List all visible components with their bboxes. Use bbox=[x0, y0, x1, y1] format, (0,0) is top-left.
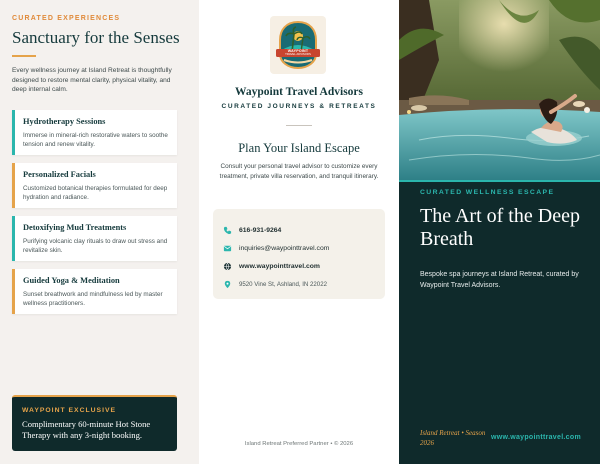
right-footer-website[interactable]: www.waypointtravel.com bbox=[491, 434, 581, 441]
logo-banner-text: WAYPOINT bbox=[287, 49, 309, 53]
center-footer: Island Retreat Preferred Partner • © 2026 bbox=[244, 441, 354, 447]
service-description: Customized botanical therapies formulated for deep hydration and radiance. bbox=[23, 185, 168, 201]
contact-phone-row[interactable] bbox=[223, 221, 375, 239]
heading-divider bbox=[12, 55, 36, 57]
plan-description: Consult your personal travel advisor to customize every treatment, private villa reservation, and tranquil itinerary. bbox=[219, 163, 379, 180]
service-title: Guided Yoga & Meditation bbox=[23, 276, 120, 285]
right-footer-season: Island Retreat • Season 2026 bbox=[420, 429, 486, 447]
service-card-mud bbox=[12, 216, 177, 261]
left-intro: Every wellness journey at Island Retreat is thoughtfully designed to restore mental clarity, physical vitality, and deep internal calm. bbox=[12, 67, 172, 94]
photo-divider bbox=[399, 180, 600, 182]
contact-phone: 616-931-9264 bbox=[239, 226, 282, 234]
logo-emblem-icon bbox=[270, 16, 326, 74]
brand-name: Waypoint Travel Advisors bbox=[234, 86, 363, 98]
service-card-yoga bbox=[12, 269, 177, 314]
right-description: Bespoke spa journeys at Island Retreat, curated by Waypoint Travel Advisors. bbox=[420, 271, 579, 289]
service-description: Purifying volcanic clay rituals to draw out stress and revitalize skin. bbox=[23, 238, 168, 254]
center-panel bbox=[199, 0, 399, 464]
left-heading: Sanctuary for the Senses bbox=[12, 28, 180, 47]
exclusive-offer-box bbox=[12, 395, 177, 451]
contact-address-row bbox=[223, 275, 375, 293]
exclusive-label: WAYPOINT EXCLUSIVE bbox=[22, 407, 117, 414]
contact-address: 9520 Vine St, Ashland, IN 22022 bbox=[239, 280, 327, 288]
left-eyebrow: CURATED EXPERIENCES bbox=[12, 15, 121, 22]
plan-title: Plan Your Island Escape bbox=[238, 141, 360, 155]
service-description: Sunset breathwork and mindfulness led by master wellness practitioners. bbox=[23, 291, 163, 307]
contact-card bbox=[213, 209, 385, 299]
brand-tagline: CURATED JOURNEYS & RETREATS bbox=[221, 103, 377, 110]
globe-icon bbox=[223, 262, 232, 271]
mail-icon bbox=[223, 244, 232, 253]
spa-pool-photo bbox=[399, 0, 600, 181]
service-card-hydrotherapy bbox=[12, 110, 177, 155]
service-title: Personalized Facials bbox=[23, 170, 96, 179]
spa-pool-illustration bbox=[399, 0, 600, 181]
right-title: The Art of the Deep Breath bbox=[420, 205, 580, 250]
logo bbox=[270, 16, 326, 74]
service-card-facials bbox=[12, 163, 177, 208]
service-title: Detoxifying Mud Treatments bbox=[23, 223, 127, 232]
center-divider bbox=[286, 125, 312, 126]
service-title: Hydrotherapy Sessions bbox=[23, 117, 106, 126]
contact-email-row[interactable] bbox=[223, 239, 375, 257]
right-panel bbox=[399, 0, 600, 464]
right-eyebrow: CURATED WELLNESS ESCAPE bbox=[420, 189, 555, 196]
contact-email: inquiries@waypointtravel.com bbox=[239, 244, 330, 252]
phone-icon bbox=[223, 226, 232, 235]
map-pin-icon bbox=[223, 280, 232, 289]
exclusive-offer: Complimentary 60-minute Hot Stone Therapy with any 3-night booking. bbox=[22, 419, 151, 440]
service-description: Immerse in mineral-rich restorative waters to soothe tension and renew vitality. bbox=[23, 132, 168, 148]
contact-website: www.waypointtravel.com bbox=[239, 262, 320, 270]
contact-website-row[interactable] bbox=[223, 257, 375, 275]
logo-banner-subtext: TRAVEL ADVISORS bbox=[285, 52, 311, 56]
